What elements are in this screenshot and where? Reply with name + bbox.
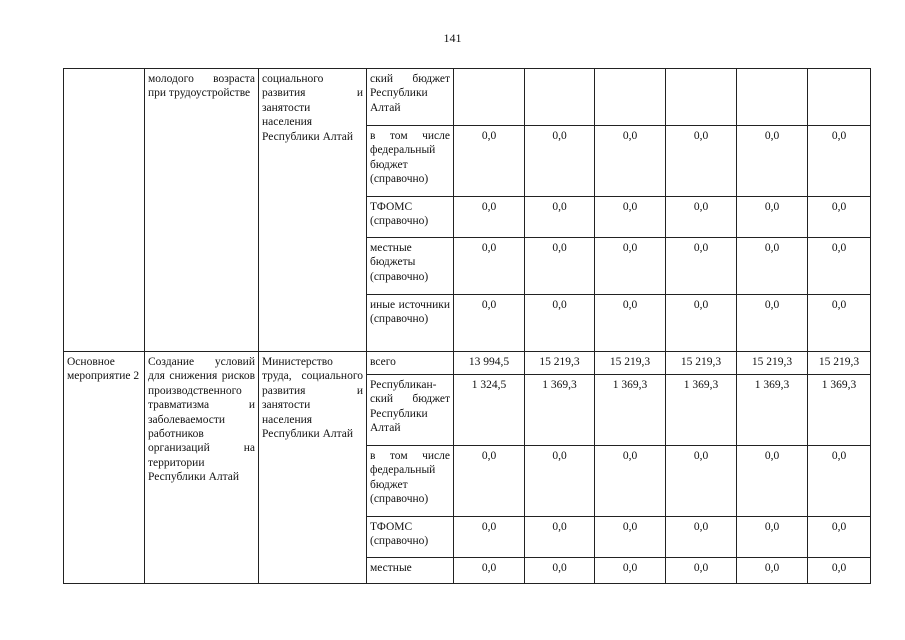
event-title-cell: Основное мероприятие 2 — [64, 352, 145, 584]
amount-cell: 0,0 — [595, 517, 666, 558]
amount-cell: 1 369,3 — [737, 375, 808, 446]
page-number: 141 — [443, 31, 462, 45]
amount-cell: 0,0 — [808, 238, 871, 295]
amount-cell: 0,0 — [454, 295, 525, 352]
budget-table — [63, 68, 871, 584]
amount-cell: 0,0 — [666, 517, 737, 558]
amount-cell: 15 219,3 — [737, 352, 808, 375]
amount-cell: 0,0 — [737, 126, 808, 197]
amount-cell — [525, 69, 595, 126]
amount-cell: 0,0 — [454, 238, 525, 295]
amount-cell: 0,0 — [737, 558, 808, 584]
event-description-cell: молодого возраста при трудоустройстве — [145, 69, 259, 352]
amount-cell: 0,0 — [454, 558, 525, 584]
amount-cell: 0,0 — [525, 126, 595, 197]
amount-cell: 0,0 — [595, 295, 666, 352]
amount-cell: 0,0 — [737, 238, 808, 295]
amount-cell: 0,0 — [595, 197, 666, 238]
funding-source-cell: всего — [367, 352, 454, 375]
amount-cell: 1 369,3 — [595, 375, 666, 446]
funding-source-cell: в том числе федеральный бюджет (справочно) — [367, 126, 454, 197]
amount-cell: 0,0 — [525, 197, 595, 238]
amount-cell: 0,0 — [666, 126, 737, 197]
executor-cell: социального развития и занятости населения Республики Алтай — [259, 69, 367, 352]
amount-cell: 0,0 — [525, 446, 595, 517]
amount-cell: 0,0 — [666, 295, 737, 352]
amount-cell: 0,0 — [595, 558, 666, 584]
amount-cell: 1 369,3 — [525, 375, 595, 446]
amount-cell — [595, 69, 666, 126]
amount-cell: 15 219,3 — [525, 352, 595, 375]
amount-cell: 0,0 — [737, 517, 808, 558]
amount-cell: 1 369,3 — [666, 375, 737, 446]
funding-source-cell: ский бюджет Республики Алтай — [367, 69, 454, 126]
executor-cell: Министерство труда, социального развития и занятости населения Республики Алтай — [259, 352, 367, 584]
funding-source-cell: иные источники (справочно) — [367, 295, 454, 352]
amount-cell: 0,0 — [595, 446, 666, 517]
amount-cell: 0,0 — [454, 126, 525, 197]
funding-source-cell: в том числе федеральный бюджет (справочно) — [367, 446, 454, 517]
amount-cell: 0,0 — [454, 446, 525, 517]
amount-cell: 0,0 — [595, 238, 666, 295]
event-title-cell — [64, 69, 145, 352]
amount-cell: 15 219,3 — [595, 352, 666, 375]
amount-cell: 0,0 — [808, 295, 871, 352]
amount-cell: 0,0 — [595, 126, 666, 197]
amount-cell: 1 324,5 — [454, 375, 525, 446]
amount-cell: 0,0 — [808, 446, 871, 517]
amount-cell: 0,0 — [525, 517, 595, 558]
amount-cell: 0,0 — [808, 558, 871, 584]
amount-cell: 1 369,3 — [808, 375, 871, 446]
funding-source-cell: ТФОМС (справочно) — [367, 197, 454, 238]
amount-cell — [454, 69, 525, 126]
funding-source-cell: ТФОМС (справочно) — [367, 517, 454, 558]
event-description-cell: Создание условий для снижения рисков производственного травматизма и заболеваемости работников организаций на территории Республики Алтай — [145, 352, 259, 584]
amount-cell: 0,0 — [525, 558, 595, 584]
amount-cell: 0,0 — [454, 517, 525, 558]
amount-cell: 0,0 — [525, 238, 595, 295]
amount-cell: 0,0 — [666, 558, 737, 584]
amount-cell: 0,0 — [666, 238, 737, 295]
amount-cell: 13 994,5 — [454, 352, 525, 375]
amount-cell: 0,0 — [454, 197, 525, 238]
amount-cell: 0,0 — [666, 446, 737, 517]
amount-cell: 0,0 — [808, 197, 871, 238]
amount-cell — [808, 69, 871, 126]
table-row — [64, 352, 871, 375]
amount-cell: 0,0 — [737, 446, 808, 517]
table-body — [64, 69, 871, 584]
funding-source-cell: Республикан-ский бюджет Республики Алтай — [367, 375, 454, 446]
amount-cell: 0,0 — [737, 197, 808, 238]
funding-source-cell: местные бюджеты (справочно) — [367, 238, 454, 295]
amount-cell — [737, 69, 808, 126]
amount-cell: 0,0 — [808, 517, 871, 558]
amount-cell: 0,0 — [808, 126, 871, 197]
amount-cell: 15 219,3 — [808, 352, 871, 375]
amount-cell: 0,0 — [666, 197, 737, 238]
funding-source-cell: местные — [367, 558, 454, 584]
table-row — [64, 69, 871, 126]
amount-cell — [666, 69, 737, 126]
amount-cell: 0,0 — [525, 295, 595, 352]
amount-cell: 15 219,3 — [666, 352, 737, 375]
amount-cell: 0,0 — [737, 295, 808, 352]
